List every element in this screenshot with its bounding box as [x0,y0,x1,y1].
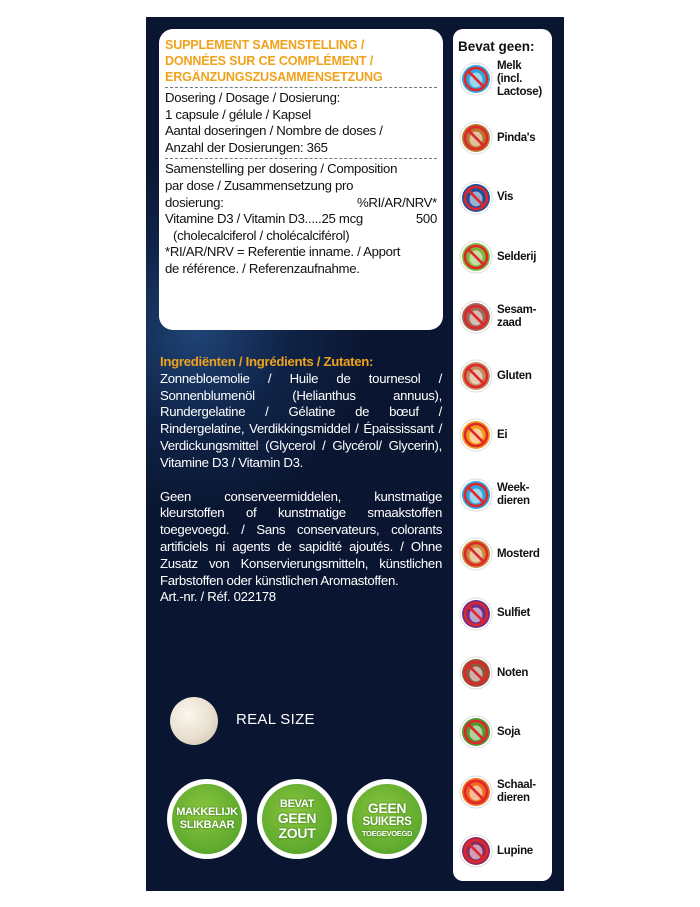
allergen-item [459,178,551,218]
article-number: Art.-nr. / Réf. 022178 [160,589,276,605]
mustard-icon [459,537,493,571]
sulphite-icon [459,597,493,631]
divider [165,158,437,159]
allergen-label: Lupine [497,844,533,857]
allergen-label: Selderij [497,250,537,263]
allergen-label: Soja [497,725,521,738]
allergen-label: Ei [497,428,508,441]
sesame-icon [459,300,493,334]
allergen-item [459,534,551,574]
capsule-real-size-image [170,697,218,745]
allergen-item [459,415,551,455]
peanut-icon [459,121,493,155]
allergen-label: Sulfiet [497,607,531,620]
allergen-item [459,297,551,337]
allergen-item [459,356,551,396]
vitamin-row [165,211,437,228]
allergen-item [459,712,551,752]
easy-swallow-badge: MAKKELIJK SLIKBAAR [167,779,247,859]
no-salt-badge: BEVAT GEEN ZOUT [257,779,337,859]
allergen-label: Week- dieren [497,481,530,507]
allergen-label: Noten [497,666,529,679]
allergen-label: Sesam- zaad [497,303,537,329]
per-dose-label: dosierung: [165,194,224,210]
milk-icon [459,62,493,96]
vitamin-sub: (cholecalciferol / cholécalciférol) [173,227,350,243]
nrv-header: %RI/AR/NRV* [357,194,437,210]
no-added-sugar-badge: GEEN SUIKERS TOEGEVOEGD [347,779,427,859]
per-dose-section: Samenstelling per dosering / Composition par dose / Zusammensetzung pro dosierung: %RI/AR/NRV* Vitamine D3 / Vitamin D3.....25 mcg 500 (cholecalciferol / cholécalciférol) *RI/AR/NRV = Referentie inname. / Apport de référence. / Referenzaufnahme. [165,161,437,276]
vitamin-name: Vitamine D3 / Vitamin D3.....25 mcg [165,211,363,227]
celery-icon [459,240,493,274]
allergen-item [459,831,551,871]
allergen-sidebar [453,29,552,881]
composition-card [159,29,443,330]
allergen-label: Vis [497,191,514,204]
vitamin-nrv: 500 [415,211,437,227]
allergen-item [459,475,551,515]
dosage-section: Dosering / Dosage / Dosierung: 1 capsule / gélule / Kapsel Aantal doseringen / Nombre de doses / Anzahl der Dosierungen: 365 [165,90,383,155]
allergen-item [459,59,551,99]
ingredients-text: Zonnebloemolie / Huile de tournesol / Sonnenblumenöl (Helianthus annuus), Rundergelatine / Gélatine de bœuf / Rindergelatine, Verdikkingsmiddel / Épaississant / Verdickungsmittel (Glycerol / Glycérol/ Glycerin), Vitamine D3 / Vitamin D3. [160,370,442,470]
real-size-label: REAL SIZE [236,711,315,728]
crustacean-icon [459,775,493,809]
divider [165,87,437,88]
allergen-label: Melk (incl. Lactose) [497,59,542,98]
composition-title: SUPPLEMENT SAMENSTELLING / DONNÉES SUR CE COMPLÉMENT / ERGÄNZUNGSZUSAMMENSETZUNG [165,38,383,84]
mollusc-icon [459,478,493,512]
allergen-label: Pinda's [497,131,536,144]
ingredients-section [160,354,442,606]
allergen-title: Bevat geen: [458,39,535,54]
allergen-label: Mosterd [497,547,540,560]
ingredients-title: Ingrediënten / Ingrédients / Zutaten: [160,354,374,369]
nut-icon [459,656,493,690]
allergen-label: Schaal- dieren [497,778,536,804]
wheat-icon [459,359,493,393]
allergen-item [459,594,551,634]
no-additives-text: Geen conserveermiddelen, kunstmatige kleurstoffen of kunstmatige smaakstoffen toegevoegd. / Sans conservateurs, colorants artificiels ni agents de sapidité ajoutés. / Ohne Zusatz von Konservierungsmitteln, künstlichen Farbstoffen oder künstlichen Aromastoffen. [160,488,442,588]
allergen-item [459,653,551,693]
allergen-item [459,237,551,277]
allergen-label: Gluten [497,369,532,382]
soy-icon [459,715,493,749]
lupin-icon [459,834,493,868]
allergen-item [459,772,551,812]
fish-icon [459,181,493,215]
allergen-item [459,118,551,158]
egg-icon [459,418,493,452]
